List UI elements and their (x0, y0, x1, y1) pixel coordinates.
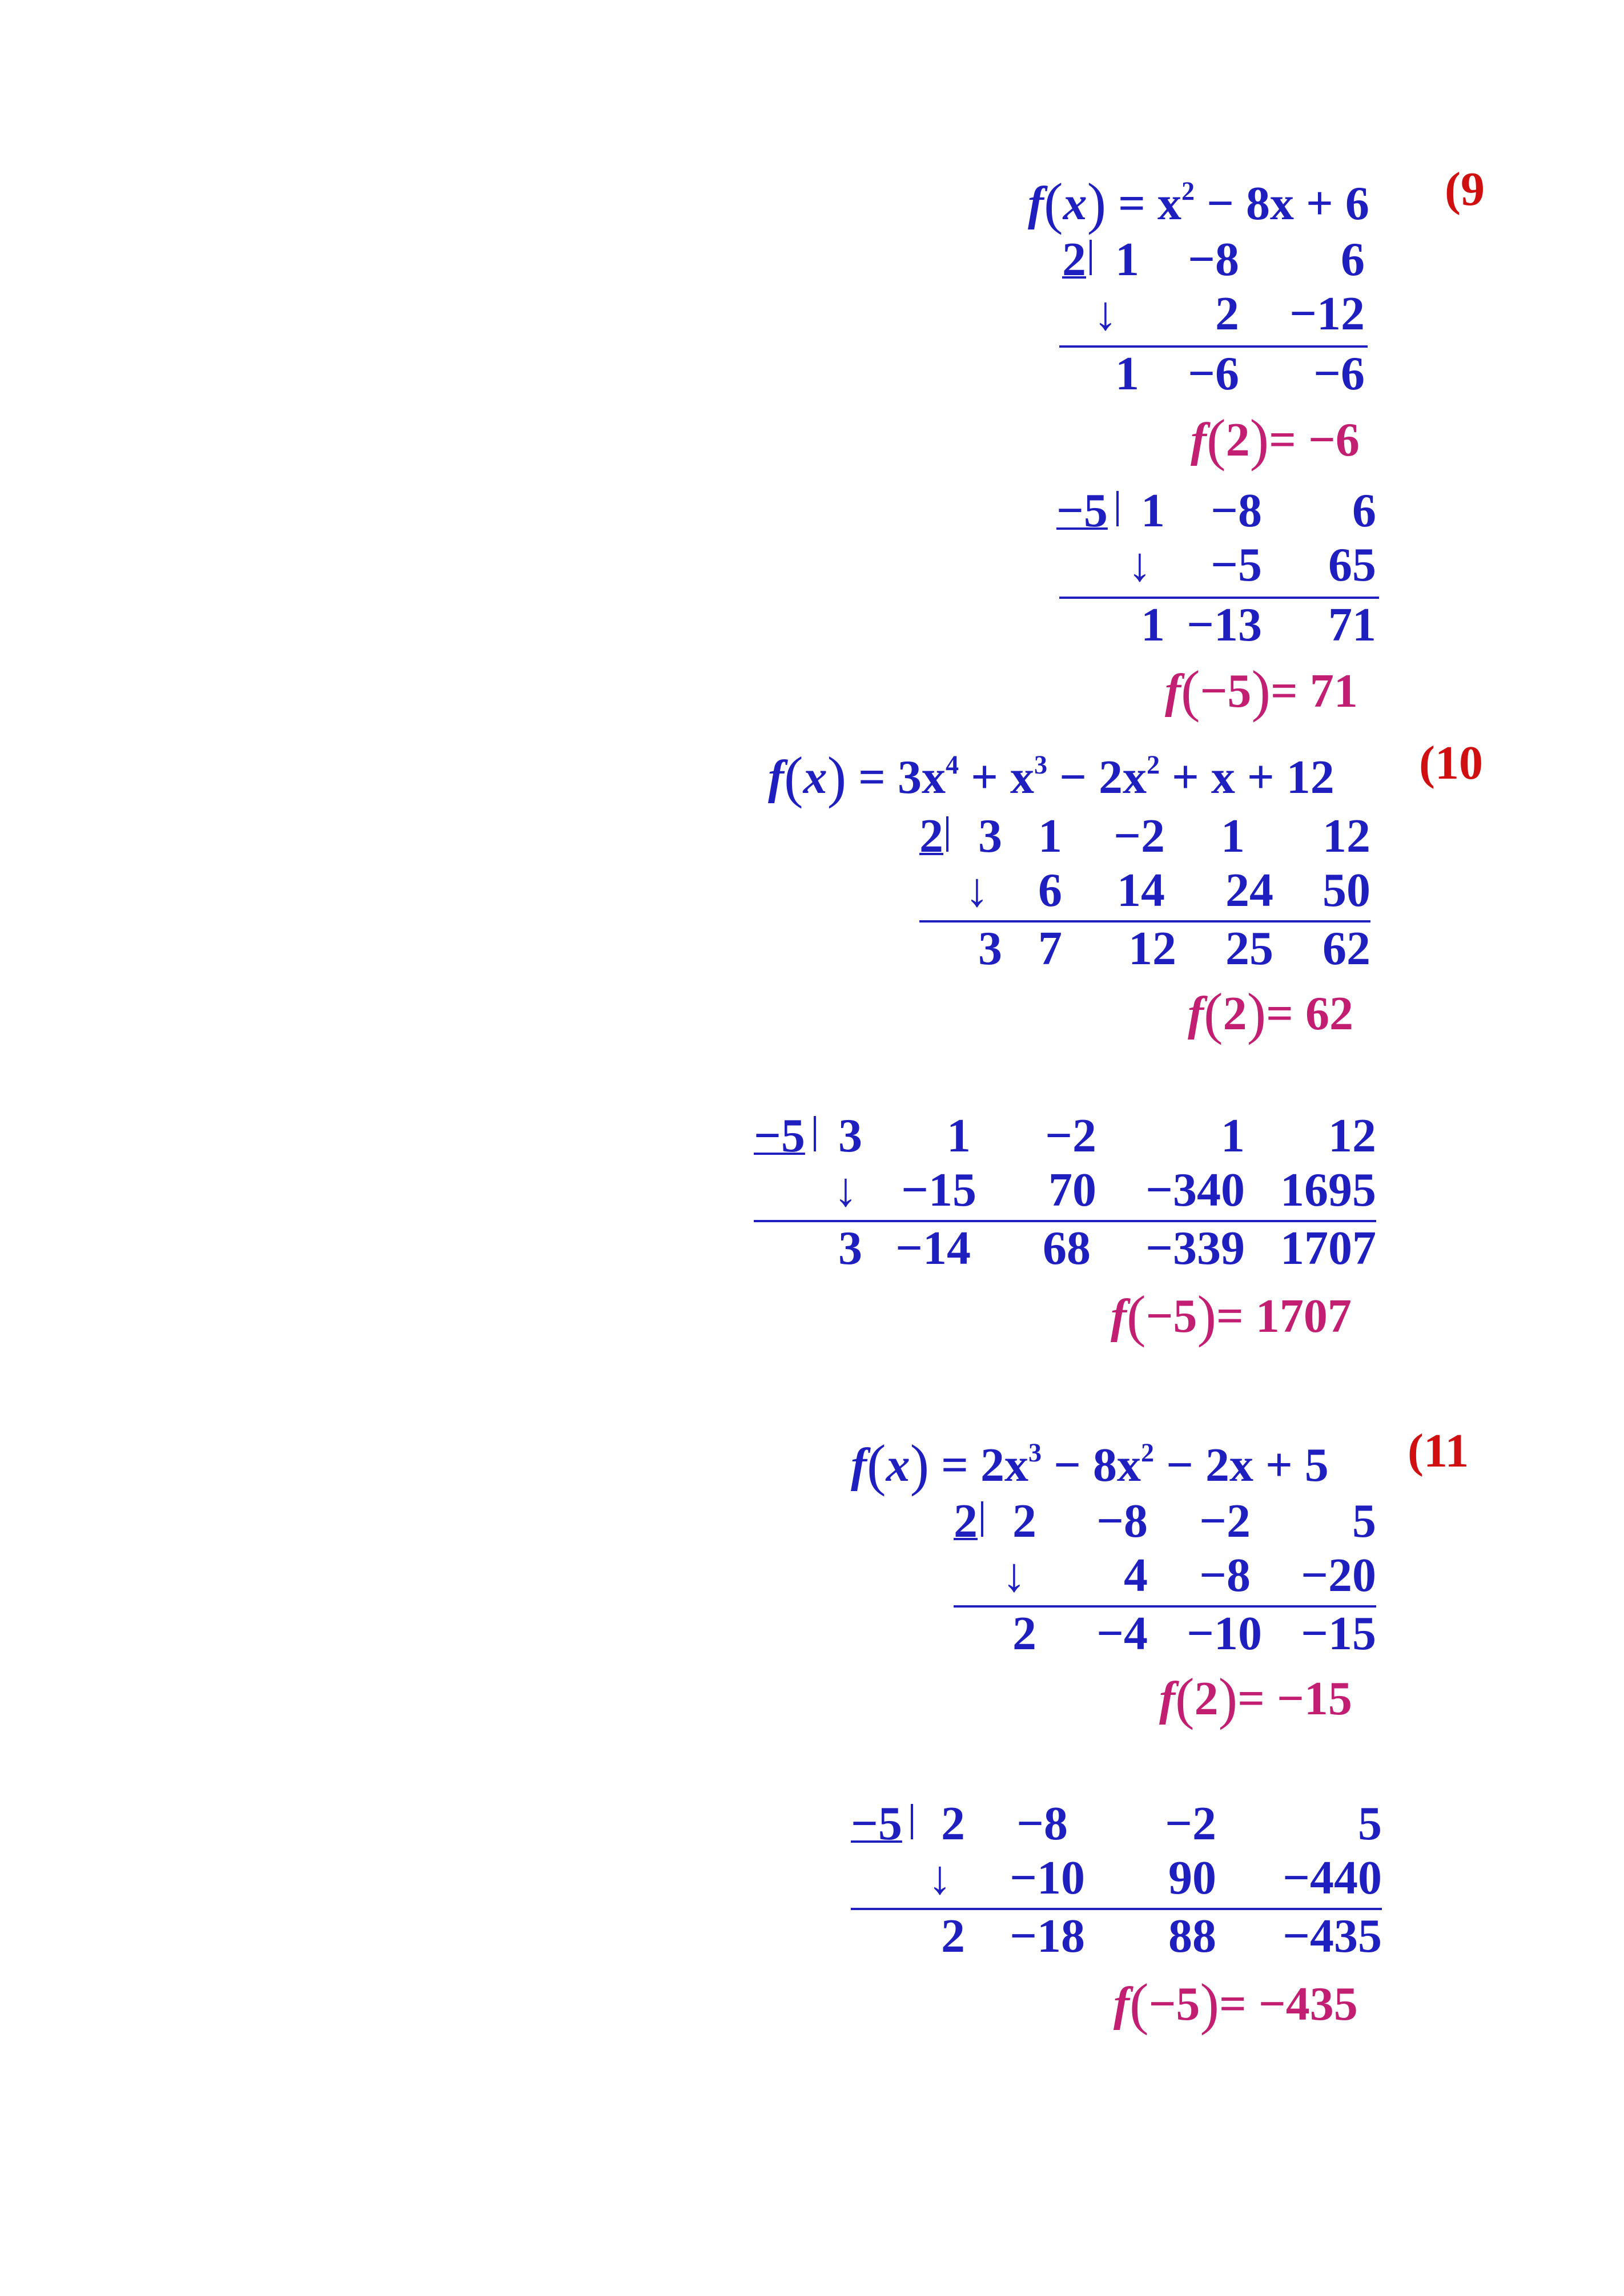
p10-d2-r2c4: −340 (1145, 1163, 1245, 1217)
p11-d2-divisor-bar (911, 1804, 913, 1839)
p10-d1-r3c1: 3 (978, 922, 1002, 975)
p9-function: $f(x) = x^2 - 8x + 6$ (1028, 171, 1369, 235)
p9-label: (9 (1445, 163, 1485, 216)
p9-d2-r3c2: −13 (1187, 598, 1262, 651)
p10-d1-r3c4: 25 (1225, 922, 1273, 975)
p10-function: $f(x) = 3x^4 + x^3 - 2x^2 + x + 12$ (768, 745, 1334, 809)
p11-d1-r3c2: −4 (1096, 1607, 1148, 1660)
p10-d1-r3c2: 7 (1038, 922, 1062, 975)
p11-d2-r1c4: 5 (1358, 1797, 1382, 1850)
p11-d2-r1c1: 2 (941, 1797, 965, 1850)
p9-d1-r1c1: 1 (1115, 233, 1139, 286)
p10-d1-divisor-bar (946, 816, 948, 852)
p10-d2-divisor: −5 (754, 1109, 805, 1162)
p11-d1-r3c1: 2 (1012, 1607, 1036, 1660)
p10-d2-result: f(−5)= 1707 (1111, 1284, 1352, 1348)
p9-d1-r1c3: 6 (1341, 233, 1365, 286)
p9-d1-r2c2: 2 (1215, 287, 1239, 340)
p10-d2-r2c3: 70 (1048, 1163, 1096, 1217)
p9-d1-r2c3: −12 (1289, 287, 1365, 340)
p11-d1-down-arrow-icon: ↓ (1002, 1549, 1026, 1602)
p10-d1-r2c3: 14 (1117, 864, 1165, 917)
p10-d1-r1c3: −2 (1114, 809, 1165, 863)
p11-d1-r2c2: 4 (1124, 1549, 1148, 1602)
p11-d1-r2c4: −20 (1301, 1549, 1376, 1602)
p9-d1-divisor: 2 (1062, 233, 1086, 286)
p11-d2-r1c2: −8 (1016, 1797, 1068, 1850)
p10-d1-r1c2: 1 (1038, 809, 1062, 863)
p11-d1-divisor-bar (981, 1501, 983, 1537)
p10-d2-r3c5: 1707 (1280, 1222, 1376, 1275)
p10-d1-r1c4: 1 (1221, 809, 1245, 863)
p10-d2-down-arrow-icon: ↓ (834, 1163, 858, 1217)
p11-d1-r3c3: −10 (1187, 1607, 1262, 1660)
p10-d1-r1c5: 12 (1322, 809, 1370, 863)
p11-d2-r3c2: −18 (1010, 1910, 1085, 1963)
p10-d1-r2c2: 6 (1038, 864, 1062, 917)
p9-d2-divisor: −5 (1056, 484, 1108, 537)
p11-d1-r3c4: −15 (1301, 1607, 1376, 1660)
p11-d2-r3c4: −435 (1283, 1910, 1382, 1963)
p11-d2-r1c3: −2 (1165, 1797, 1216, 1850)
p10-d1-r2c4: 24 (1225, 864, 1273, 917)
p11-d2-r3c1: 2 (941, 1910, 965, 1963)
p9-d1-r3c2: −6 (1188, 347, 1239, 400)
p9-d2-r1c3: 6 (1352, 484, 1376, 537)
p10-d1-result: f(2)= 62 (1188, 981, 1354, 1045)
p10-d2-r1c3: −2 (1045, 1109, 1096, 1162)
p11-d2-r2c2: −10 (1010, 1851, 1085, 1904)
p9-d2-r1c2: −8 (1211, 484, 1262, 537)
p10-d2-r2c2: −15 (901, 1163, 976, 1217)
p10-d2-r2c5: 1695 (1280, 1163, 1376, 1217)
p9-d2-r2c2: −5 (1211, 538, 1262, 591)
p11-d1-result: f(2)= −15 (1159, 1666, 1352, 1730)
p11-d2-result: f(−5)= −435 (1114, 1972, 1358, 2036)
p10-d1-down-arrow-icon: ↓ (965, 864, 989, 917)
p9-d1-result: f(2)= −6 (1191, 408, 1360, 472)
p10-d1-r2c5: 50 (1322, 864, 1370, 917)
p9-fn-name: f (1028, 177, 1044, 230)
p10-d2-r3c1: 3 (838, 1222, 862, 1275)
p10-d2-r3c3: 68 (1043, 1222, 1091, 1275)
p9-d2-result: f(−5)= 71 (1165, 659, 1358, 723)
p11-d2-r2c3: 90 (1168, 1851, 1216, 1904)
p11-d2-r2c4: −440 (1283, 1851, 1382, 1904)
p11-d2-divisor: −5 (851, 1797, 902, 1850)
p10-d1-r3c3: 12 (1128, 922, 1176, 975)
p10-d2-r1c2: 1 (947, 1109, 971, 1162)
p10-d2-r1c4: 1 (1221, 1109, 1245, 1162)
p9-d2-down-arrow-icon: ↓ (1128, 538, 1152, 591)
p9-d2-r1c1: 1 (1141, 484, 1165, 537)
p11-d2-down-arrow-icon: ↓ (928, 1851, 952, 1904)
p11-d1-r1c1: 2 (1012, 1495, 1036, 1548)
p9-d1-r1c2: −8 (1188, 233, 1239, 286)
p9-d2-r3c1: 1 (1141, 598, 1165, 651)
p10-d2-r1c1: 3 (838, 1109, 862, 1162)
p9-d1-down-arrow-icon: ↓ (1094, 287, 1117, 340)
p9-d1-divisor-bar (1090, 240, 1092, 275)
p10-label: (10 (1419, 736, 1483, 789)
p9-d1-r3c3: −6 (1313, 347, 1365, 400)
p10-d2-r3c4: −339 (1145, 1222, 1245, 1275)
p10-d2-divisor-bar (814, 1116, 816, 1151)
p9-d2-divisor-bar (1116, 491, 1119, 526)
p10-d1-divisor: 2 (919, 809, 943, 863)
p11-d1-r1c3: −2 (1199, 1495, 1251, 1548)
p11-label: (11 (1408, 1424, 1469, 1477)
p10-d1-r1c1: 3 (978, 809, 1002, 863)
p9-d1-r3c1: 1 (1115, 347, 1139, 400)
p10-d1-r3c5: 62 (1322, 922, 1370, 975)
p11-d1-r1c4: 5 (1352, 1495, 1376, 1548)
p10-d2-r3c2: −14 (895, 1222, 971, 1275)
p11-d1-r1c2: −8 (1096, 1495, 1148, 1548)
p9-d2-r2c3: 65 (1328, 538, 1376, 591)
p11-function: $f(x) = 2x^3 - 8x^2 - 2x + 5$ (851, 1433, 1329, 1497)
p11-d1-r2c3: −8 (1199, 1549, 1251, 1602)
p11-d2-r3c3: 88 (1168, 1910, 1216, 1963)
p11-d1-divisor: 2 (954, 1495, 978, 1548)
p10-d2-r1c5: 12 (1328, 1109, 1376, 1162)
p9-d2-r3c3: 71 (1328, 598, 1376, 651)
